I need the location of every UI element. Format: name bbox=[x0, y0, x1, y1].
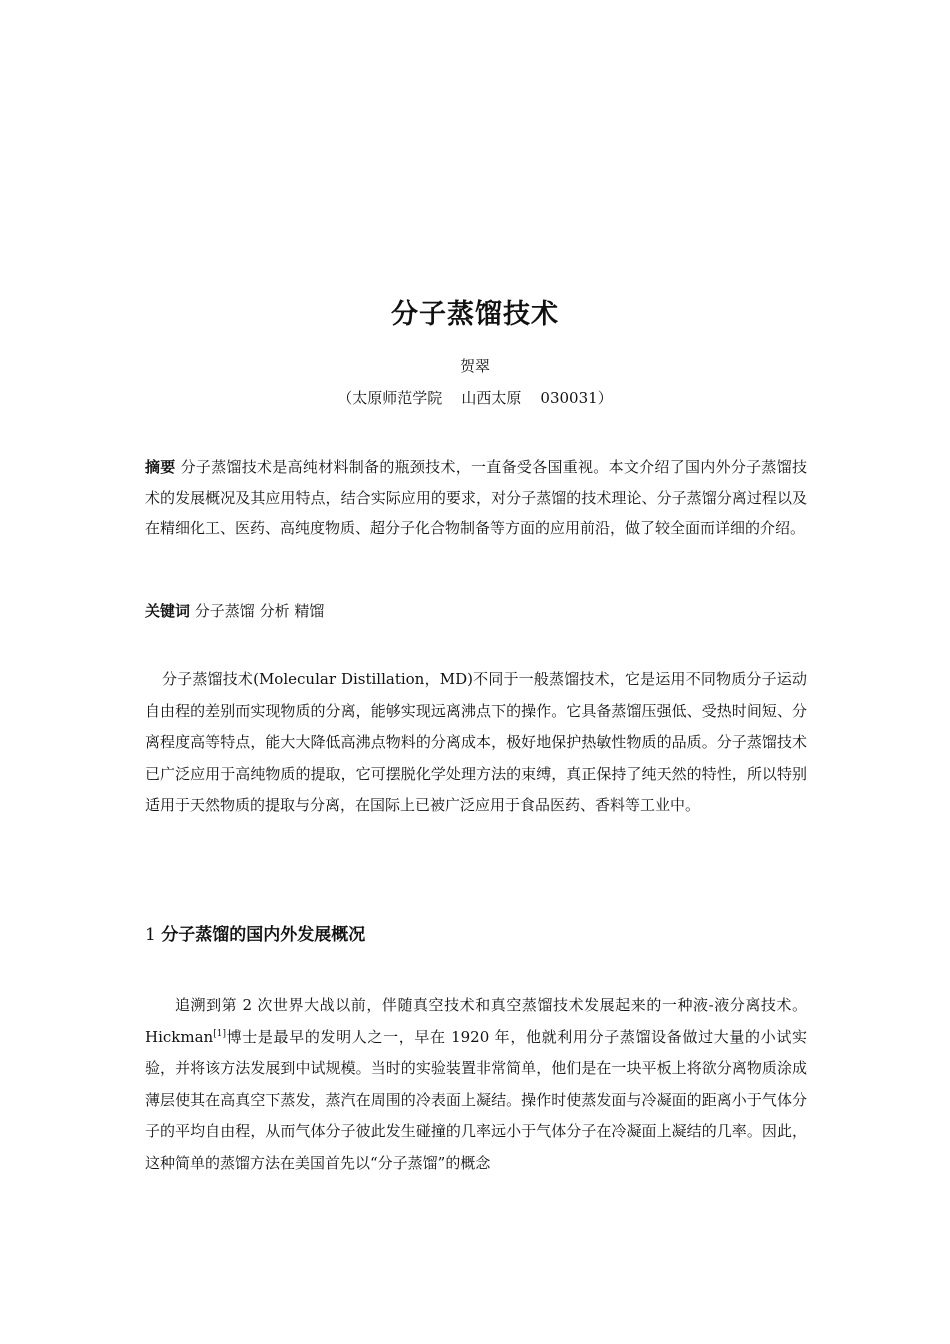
abstract bbox=[145, 452, 807, 544]
abstract-text: 分子蒸馏技术是高纯材料制备的瓶颈技术，一直备受各国重视。本文介绍了国内外分子蒸馏技术的发展概况及其应用特点，结合实际应用的要求，对分子蒸馏的技术理论、分子蒸馏分离过程以及在精细化工、医药、高纯度物质、超分子化合物制备等方面的应用前沿，做了较全面而详细的介绍。 bbox=[145, 458, 807, 537]
intro-paragraph: 分子蒸馏技术(Molecular Distillation，MD)不同于一般蒸馏技术，它是运用不同物质分子运动自由程的差别而实现物质的分离，能够实现远离沸点下的操作。它具备蒸馏压强低、受热时间短、分离程度高等特点，能大大降低高沸点物料的分离成本，极好地保护热敏性物质的品质。分子蒸馏技术已广泛应用于高纯物质的提取，它可摆脱化学处理方法的束缚，真正保持了纯天然的特性，所以特别适用于天然物质的提取与分离，在国际上已被广泛应用于食品医药、香料等工业中。 bbox=[145, 670, 807, 814]
section-1-text-b: 博士是最早的发明人之一，早在 1920 年，他就利用分子蒸馏设备做过大量的小试实验，并将该方法发展到中试规模。当时的实验装置非常简单，他们是在一块平板上将欲分离物质涂成薄层使其在高真空下蒸发，蒸汽在周围的冷表面上凝结。操作时使蒸发面与冷凝面的距离小于气体分子的平均自由程，从而气体分子彼此发生碰撞的几率远小于气体分子在冷凝面上凝结的几率。因此，这种简单的蒸馏方法在美国首先以“分子蒸馏”的概念 bbox=[145, 1027, 807, 1172]
section-1-paragraph bbox=[145, 990, 807, 1179]
author-name: 贺翠 bbox=[459, 357, 490, 375]
keywords bbox=[145, 597, 807, 625]
author-affiliation: （太原师范学院 山西太原 030031） bbox=[337, 389, 613, 407]
keywords-text: 分子蒸馏 分析 精馏 bbox=[194, 602, 325, 620]
section-1-text-a: 追溯到第 2 次世界大战以前，伴随真空技术和真空蒸馏技术发展起来的一种液-液分离技术。Hickman bbox=[145, 996, 807, 1046]
citation-marker[interactable]: [1] bbox=[213, 1028, 226, 1039]
abstract-label: 摘要 bbox=[145, 458, 176, 476]
section-number: 1 bbox=[145, 925, 156, 945]
paper-title: 分子蒸馏技术 bbox=[391, 299, 559, 330]
section-heading-1 bbox=[145, 920, 807, 950]
section-title: 分子蒸馏的国内外发展概况 bbox=[161, 925, 366, 945]
keywords-label: 关键词 bbox=[145, 602, 191, 620]
